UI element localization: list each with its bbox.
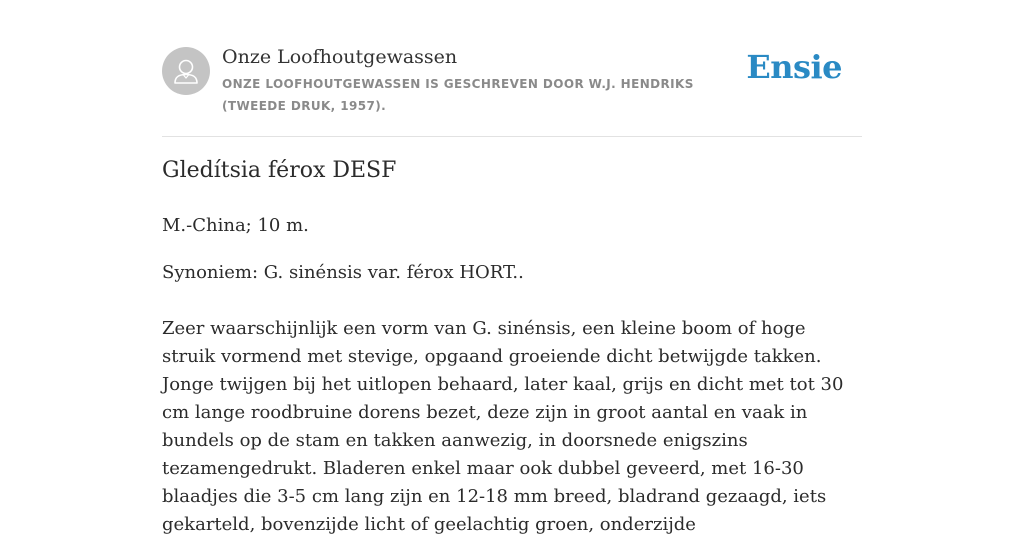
entry-description: Zeer waarschijnlijk een vorm van G. sinénsis, een kleine boom of hoge struik vormend met stevige, opgaand groeiende dicht betwijgde takken. Jonge twijgen bij het uitlopen behaard, later kaal, grijs en dicht met tot 30 cm lange roodbruine dorens bezet, deze zijn in groot aantal en vaak in bundels op de stam en takken aanwezig, in doorsnede enigszins tezamengedrukt. Bladeren enkel maar ook dubbel geveerd, met 16-30 blaadjes die 3-5 cm lang zijn en 12-18 mm breed, bladrand gezaagd, iets gekarteld, bovenzijde licht of geelachtig groen, onderzijde (162, 318, 844, 535)
ensie-logo-link[interactable]: Ensie (746, 48, 842, 86)
entry-title: Gledítsia férox DESF (162, 158, 397, 183)
source-header (162, 44, 862, 137)
entry-synonym: Synoniem: G. sinénsis var. férox HORT.. (162, 262, 524, 283)
source-title[interactable]: Onze Loofhoutgewassen (222, 46, 458, 68)
source-subtitle: ONZE LOOFHOUTGEWASSEN IS GESCHREVEN DOOR W.J. HENDRIKS (TWEEDE DRUK, 1957). (222, 77, 694, 113)
entry-origin: M.-China; 10 m. (162, 215, 309, 236)
user-icon (162, 47, 210, 95)
